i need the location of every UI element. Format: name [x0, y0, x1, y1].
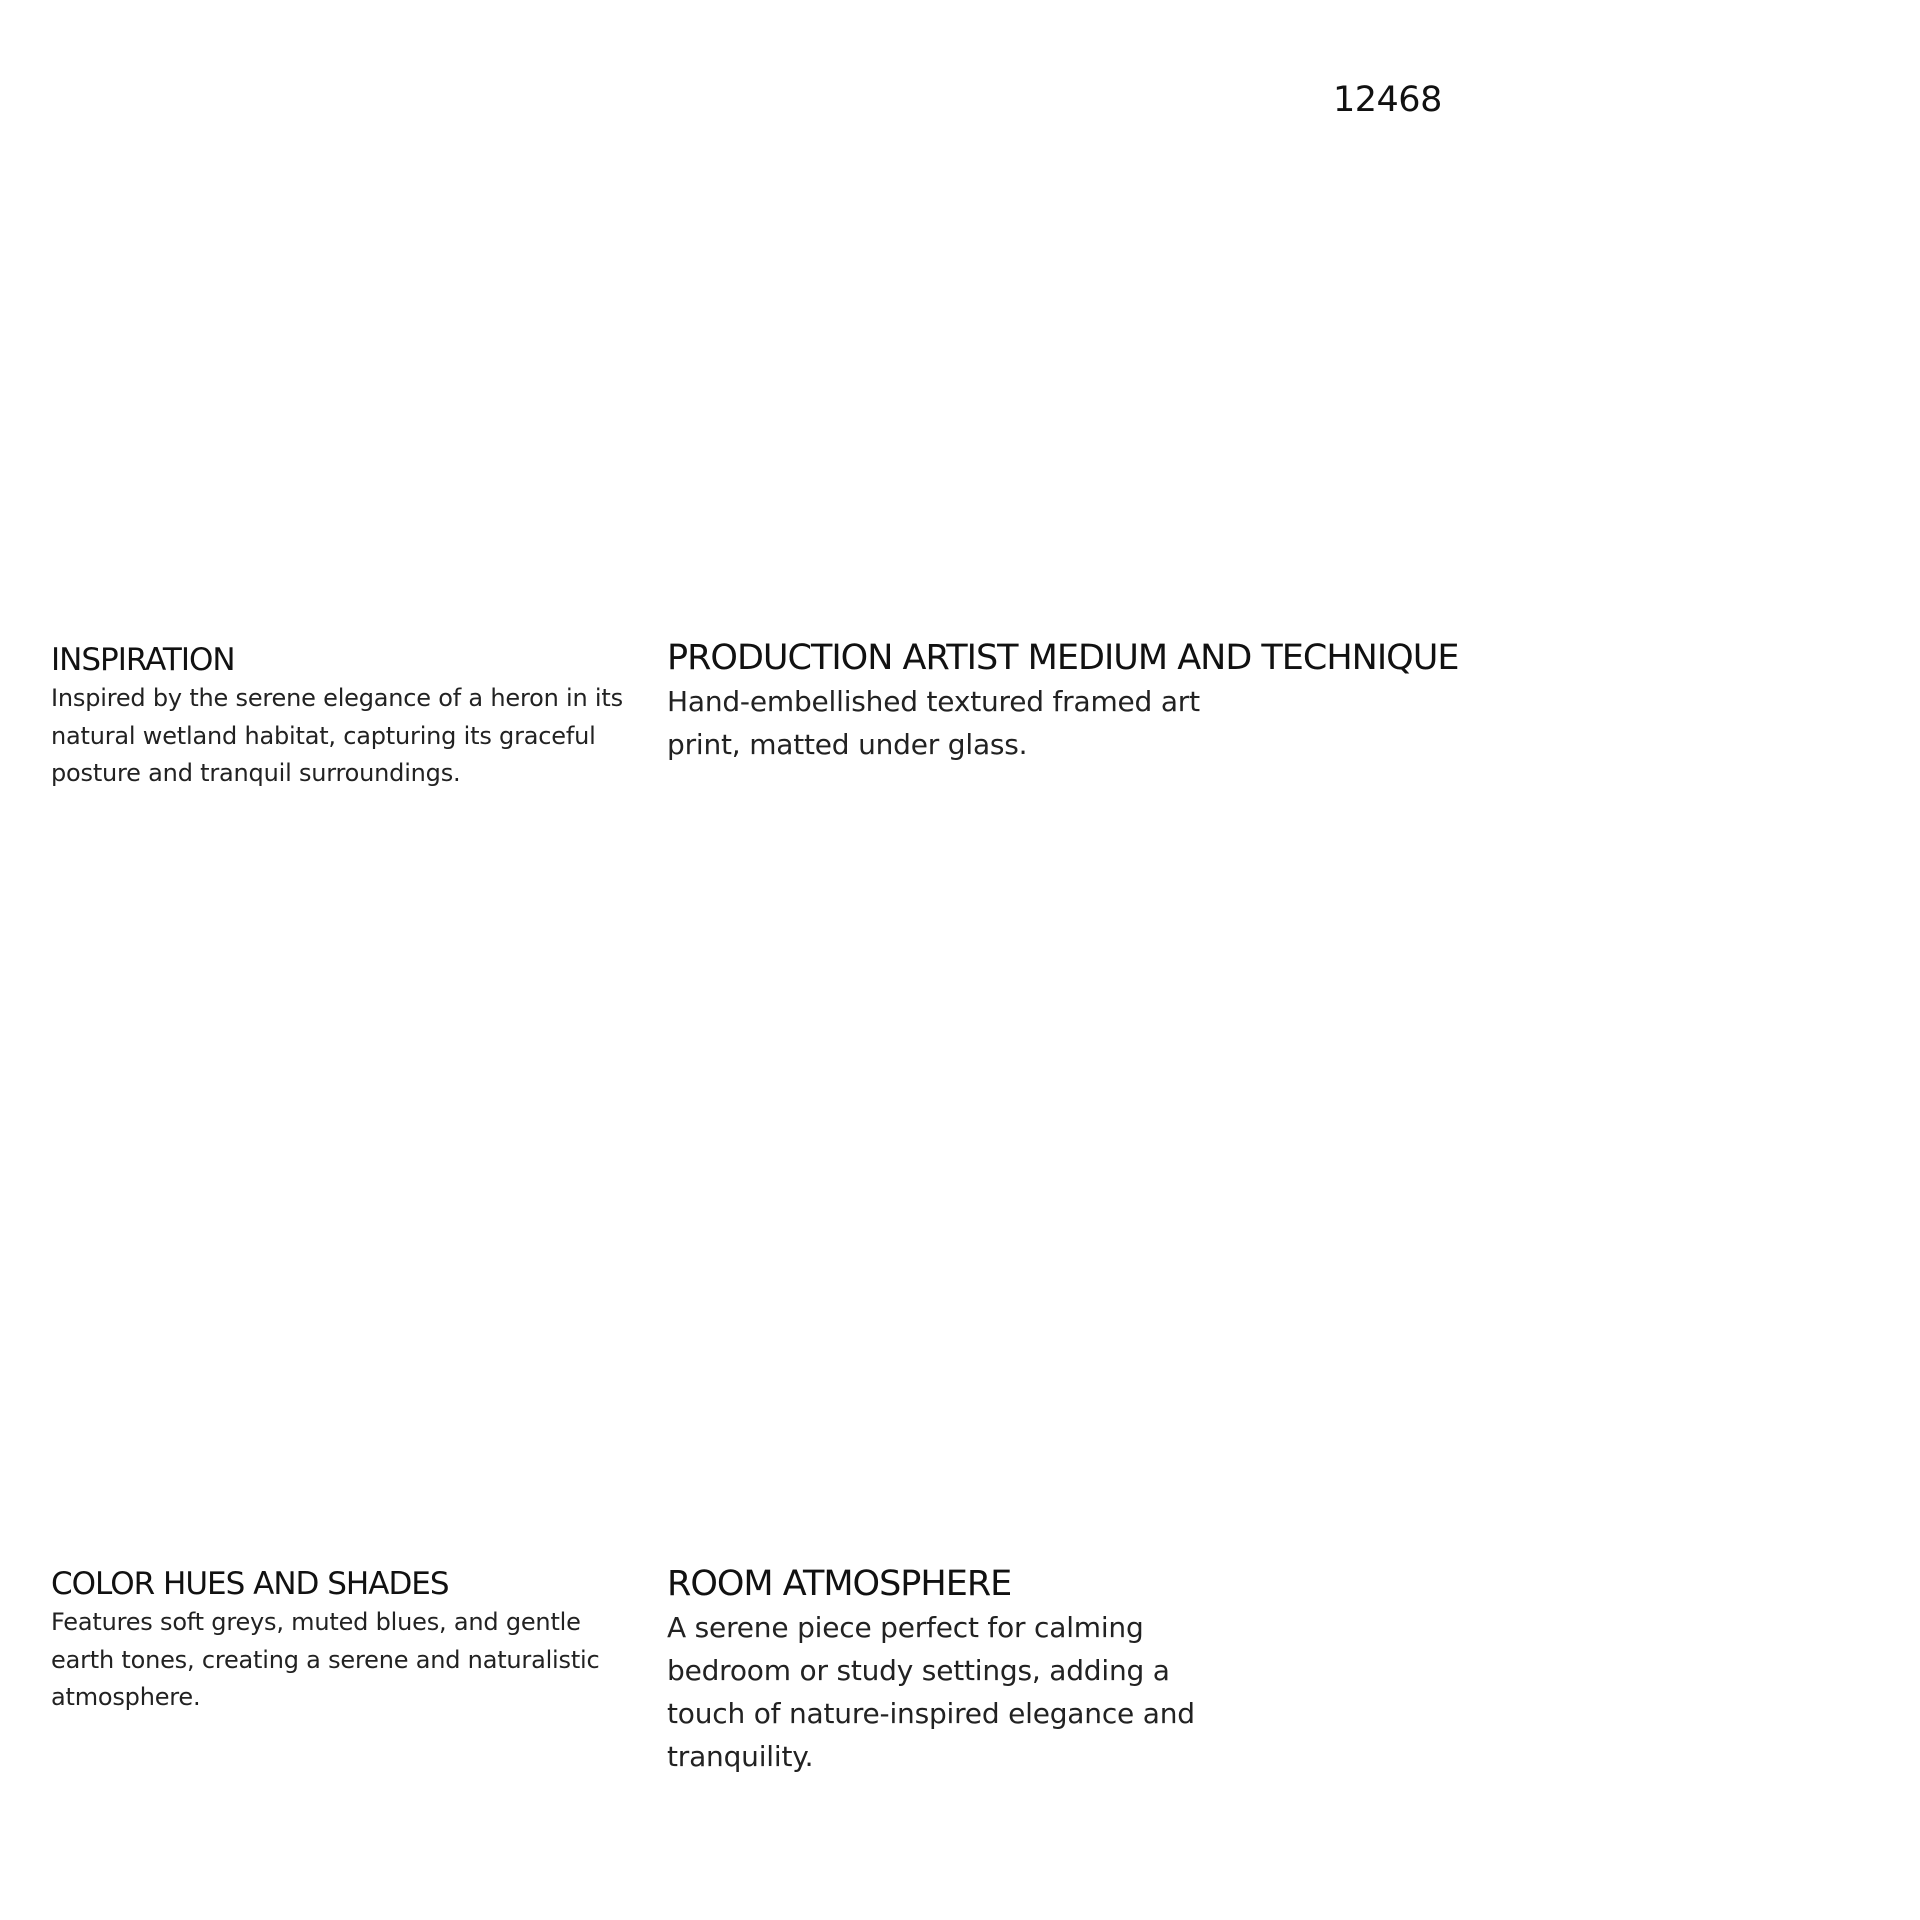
color-body: Features soft greys, muted blues, and gentle earth tones, creating a serene and naturalistic atmosphere.: [51, 1608, 600, 1711]
color-section: [51, 1564, 631, 1717]
production-body: Hand-embellished textured framed art print, matted under glass.: [667, 685, 1200, 761]
inspiration-body: Inspired by the serene elegance of a heron in its natural wetland habitat, capturing its graceful posture and tranquil surroundings.: [51, 684, 623, 787]
room-atmosphere-heading: ROOM ATMOSPHERE: [667, 1564, 1012, 1604]
sku-number: 12468: [1333, 80, 1442, 120]
room-atmosphere-body: A serene piece perfect for calming bedroom or study settings, adding a touch of nature-inspired elegance and tranquility.: [667, 1611, 1195, 1773]
inspiration-heading: INSPIRATION: [51, 642, 235, 678]
production-section: [667, 636, 1459, 766]
inspiration-section: [51, 640, 631, 793]
room-atmosphere-section: [667, 1562, 1247, 1778]
color-heading: COLOR HUES AND SHADES: [51, 1566, 449, 1602]
production-heading: PRODUCTION ARTIST MEDIUM AND TECHNIQUE: [667, 638, 1459, 678]
